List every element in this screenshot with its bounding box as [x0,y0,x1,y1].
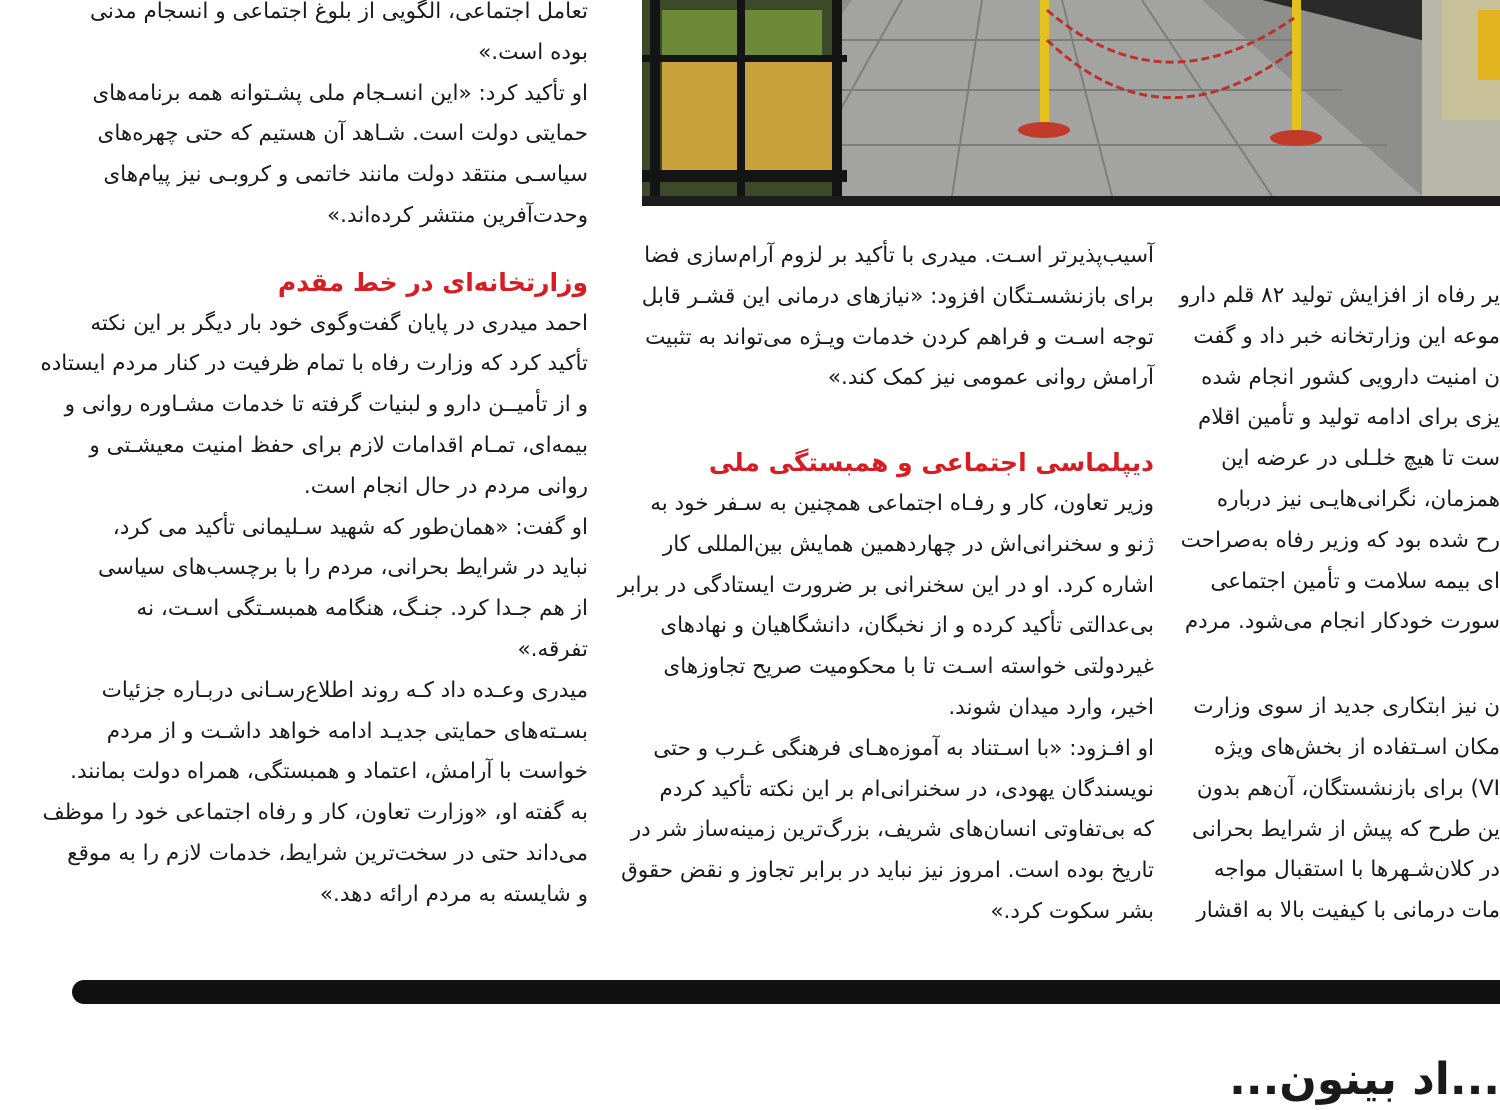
text-line: ن نیز ابتکاری جدید از سوی وزارت [1193,694,1500,720]
section-heading: دیپلماسی اجتماعی و همبستگی ملی [708,448,1154,478]
text-line: توجه اسـت و فراهم کردن خدمات ویـژه می‌تواند به تثبیت [645,324,1154,350]
paragraph [72,74,588,237]
text-line: یر رفاه از افزایش تولید ۸۲ قلم دارو [1179,283,1500,308]
text-line: بیمه‌ای، تمـام اقدامات لازم برای حفظ امنیت معیشـتی و [89,432,588,458]
text-line: بسـته‌های حمایتی جدیـد ادامه خواهد داشـت و از مردم [106,718,588,744]
text-line: احمد میدری در پایان گفت‌وگوی خود بار دیگر بر این نکته [90,310,588,336]
article-column-left [40,0,588,932]
text-line: و از تأمیــن دارو و لبنیات گرفته تا خدمات مشـاوره روانی و [64,392,588,418]
text-line: او تأکید کرد: «این انسـجام ملی پشـتوانه همه برنامه‌های [92,80,588,106]
text-line: ای بیمه سلامت و تأمین اجتماعی [1210,568,1500,594]
text-line: برای بازنشسـتگان افزود: «نیازهای درمانی این قشـر قابل [641,283,1154,309]
next-article-headline: ...اد بینون... [1229,1054,1500,1105]
text-line: می‌داند حتی در سخت‌ترین شرایط، خدمات لازم را به موقع [67,840,588,866]
text-line: بی‌عدالتی تأکید کرده و از نخبگان، دانشگاهیان و نهادهای [660,613,1154,639]
text-line: بوده است.» [478,39,588,65]
text-line: ن امنیت دارویی کشور انجام شده [1201,364,1500,390]
section-divider-bar [72,980,1500,1004]
text-line: آسیب‌پذیرتر اسـت. میدری با تأکید بر لزوم آرام‌سازی فضا [644,243,1154,268]
text-line: ست تا هیچ خلـلی در عرضه این [1221,446,1500,472]
text-line: نباید در شرایط بحرانی، مردم را با برچسب‌های سیاسی [98,555,588,581]
text-line: از هم جـدا کرد. جنـگ، هنگامه همبسـتگی اسـت، نه [136,596,588,622]
text-line: یزی برای ادامه تولید و تأمین اقلام [1198,405,1500,431]
text-line: ژنو و سخنرانی‌اش در چهاردهمین همایش بین‌المللی کار [662,531,1154,557]
text-line: اخیر، وارد میدان شوند. [948,694,1154,720]
text-line: تأکید کرد که وزارت رفاه با تمام ظرفیت در کنار مردم ایستاده [40,351,588,377]
paragraph [1191,687,1500,932]
text-line: اشاره کرد. او در این سخنرانی بر ضرورت ایستادگی در برابر [617,572,1154,598]
paragraph [42,671,588,916]
article-column-right [1179,276,1500,936]
text-line: میدری وعـده داد کـه روند اطلاع‌رسـانی دربـاره جزئیات [101,677,588,703]
text-line: بشر سکوت کرد.» [990,898,1154,924]
article-column-middle [617,236,1154,936]
text-line: آرامش روانی عمومی نیز کمک کند.» [827,365,1154,391]
text-line: همزمان، نگرانی‌هایـی نیز درباره [1216,486,1500,512]
text-line: خواست با آرامش، اعتماد و همبستگی، همراه دولت بمانند. [70,759,588,785]
text-line: و شایسته به مردم ارائه دهد.» [319,881,588,907]
text-line: وحدت‌آفرین منتشر کرده‌اند.» [326,202,588,228]
paragraph [638,236,1154,399]
paragraph [621,729,1154,933]
text-line: مات درمانی با کیفیت بالا به اقشار [1196,898,1500,924]
paragraph [40,304,588,508]
text-line: موعه این وزارتخانه خبر داد و گفت [1193,323,1500,349]
text-line: رح شده بود که وزیر رفاه به‌صراحت [1180,527,1500,553]
section-heading: وزارتخانه‌ای در خط مقدم [277,267,588,297]
paragraph [72,508,588,671]
article-photo-walkway [642,0,1500,206]
paragraph [72,0,588,74]
text-line: تفرقه.» [517,636,588,662]
text-line: او گفت: «همان‌طور که شهید سـلیمانی تأکید می کرد، [112,514,588,540]
text-line: وزیر تعاون، کار و رفـاه اجتماعی همچنین به سـفر خود به [650,490,1154,516]
text-line: در کلان‌شـهرها با استقبال مواجه [1213,857,1500,883]
text-line: که بی‌تفاوتی انسان‌های شریف، بزرگ‌ترین زمینه‌ساز شر در [630,817,1154,843]
text-line: او افـزود: «با اسـتناد به آموزه‌هـای فرهنگی غـرب و حتی [653,735,1154,761]
text-line: تعامل اجتماعی، الگویی از بلوغ اجتماعی و انسجام مدنی [89,0,588,24]
text-line: VI) برای بازنشستگان، آن‌هم بدون [1196,775,1500,801]
text-line: مکان اسـتفاده از بخش‌های ویژه [1214,734,1500,760]
text-line: نویسندگان یهودی، در سخنرانی‌ام بر این نکته تأکید کردم [659,776,1154,802]
text-line: روانی مردم در حال انجام است. [303,473,588,499]
paragraph [617,484,1154,729]
text-line: حمایتی دولت است. شـاهد آن هستیم که حتی چهره‌های [97,121,588,147]
text-line: ین طرح که پیش از شرایط بحرانی [1191,816,1500,842]
text-line: تاریخ بوده است. امروز نیز نباید در برابر تجاوز و نقض حقوق [621,858,1154,884]
paragraph [1179,276,1500,643]
text-line: سیاسـی منتقد دولت مانند خاتمی و کروبـی نیز پیام‌های [103,162,588,188]
text-line: غیردولتی خواسته اسـت تا با محکومیت صریح تجاوزهای [663,654,1154,680]
text-line: سورت خودکار انجام می‌شود. مردم [1184,609,1500,635]
text-line: به گفته او، «وزارت تعاون، کار و رفاه اجتماعی خود را موظف [42,800,588,826]
